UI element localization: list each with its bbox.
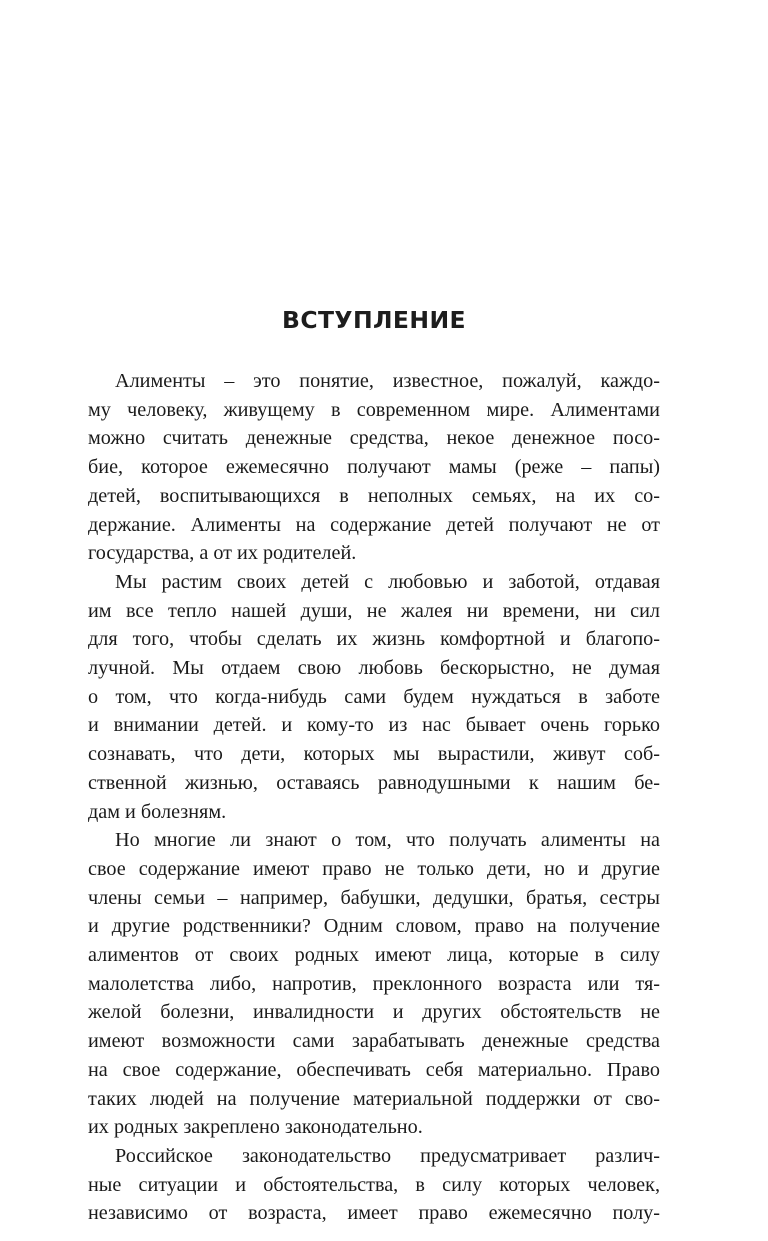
text-line: ные ситуации и обстоятельства, в силу которых человек, (88, 1173, 660, 1196)
text-line: таких людей на получение материальной поддержки от сво- (88, 1087, 660, 1110)
paragraph-3 (88, 826, 660, 1142)
text-line: малолетства либо, напротив, преклонного возраста или тя- (88, 972, 660, 995)
text-line: желой болезни, инвалидности и других обстоятельств не (88, 1001, 660, 1024)
text-line: сознавать, что дети, которых мы вырастили, живут соб- (88, 743, 660, 766)
text-line: Но многие ли знают о том, что получать алименты на (115, 829, 660, 852)
text-line: имеют возможности сами зарабатывать денежные средства (88, 1030, 660, 1053)
text-line: лучной. Мы отдаем свою любовь бескорыстно, не думая (88, 657, 660, 680)
text-line: бие, которое ежемесячно получают мамы (реже – папы) (88, 456, 660, 479)
text-line: алиментов от своих родных имеют лица, которые в силу (88, 944, 660, 967)
text-column (88, 305, 660, 1228)
paragraph-4 (88, 1142, 660, 1228)
text-line: для того, чтобы сделать их жизнь комфортной и благопо- (88, 628, 660, 651)
text-line: и другие родственники? Одним словом, право на получение (88, 915, 660, 938)
text-line: независимо от возраста, имеет право ежемесячно полу- (88, 1202, 660, 1225)
text-line: му человеку, живущему в современном мире. Алиментами (88, 398, 660, 421)
text-line: и внимании детей. и кому-то из нас бывает очень горько (88, 714, 660, 737)
paragraph-2 (88, 568, 660, 826)
page-title: ВСТУПЛЕНИЕ (282, 306, 466, 334)
text-line: дам и болезням. (88, 800, 227, 823)
text-line: Мы растим своих детей с любовью и заботой, отдавая (115, 570, 660, 593)
text-line: держание. Алименты на содержание детей получают не от (88, 513, 660, 536)
text-line: на свое содержание, обеспечивать себя материально. Право (88, 1058, 660, 1081)
text-line: детей, воспитывающихся в неполных семьях, на их со- (88, 484, 660, 507)
text-line: Российское законодательство предусматривает различ- (115, 1144, 660, 1167)
paragraph-1 (88, 367, 660, 568)
text-line: члены семьи – например, бабушки, дедушки, братья, сестры (88, 886, 660, 909)
text-line: можно считать денежные средства, некое денежное посо- (88, 427, 660, 450)
text-line: Алименты – это понятие, известное, пожалуй, каждо- (115, 370, 660, 392)
text-line: ственной жизнью, оставаясь равнодушными к нашим бе- (88, 771, 660, 794)
text-line: им все тепло нашей души, не жалея ни времени, ни сил (88, 599, 660, 622)
text-line: их родных закреплено законодательно. (88, 1116, 423, 1139)
text-line: о том, что когда-нибудь сами будем нуждаться в заботе (88, 685, 660, 708)
text-line: свое содержание имеют право не только дети, но и другие (88, 857, 660, 880)
text-line: государства, а от их родителей. (88, 542, 357, 565)
